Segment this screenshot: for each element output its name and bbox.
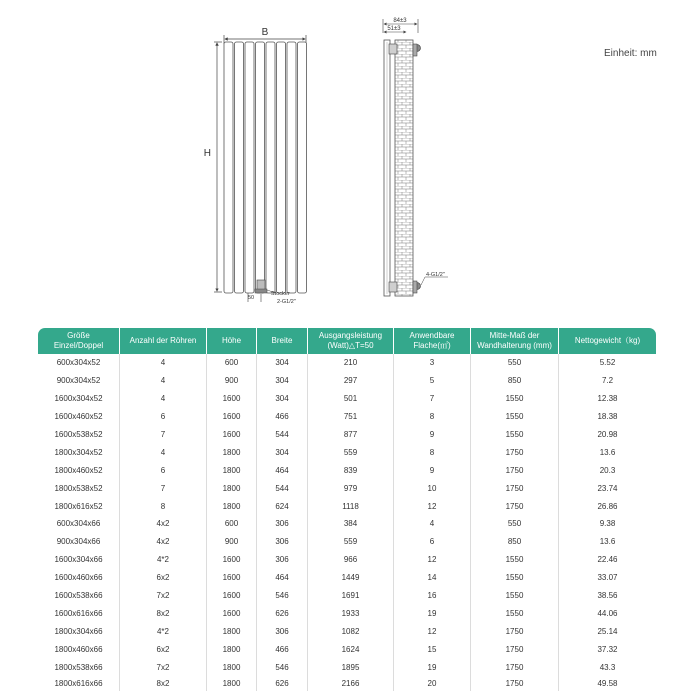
table-cell: 1800x538x66 <box>38 658 120 676</box>
radiator-tube <box>224 42 233 293</box>
table-cell: 1550 <box>471 569 559 587</box>
table-cell: 600 <box>207 515 257 533</box>
table-cell: 19 <box>394 658 471 676</box>
table-cell: 1800x460x52 <box>38 461 120 479</box>
table-cell: 839 <box>308 461 394 479</box>
table-cell: 1624 <box>308 640 394 658</box>
table-cell: 1118 <box>308 497 394 515</box>
valve-label: Stocker <box>271 291 290 297</box>
table-cell: 1800x538x52 <box>38 479 120 497</box>
table-row <box>38 551 656 569</box>
technical-drawing <box>0 0 696 330</box>
table-cell: 1800 <box>207 497 257 515</box>
column-header-line: Ausgangsleistung <box>318 331 383 340</box>
table-row <box>38 443 656 461</box>
table-cell: 4*2 <box>120 551 207 569</box>
table-cell: 979 <box>308 479 394 497</box>
table-row <box>38 622 656 640</box>
table-cell: 751 <box>308 408 394 426</box>
column-header-line: Nettogewicht（kg) <box>574 336 641 345</box>
table-row <box>38 676 656 691</box>
column-header-line: Flache(㎡) <box>413 341 451 350</box>
table-row <box>38 372 656 390</box>
table-cell: 7 <box>394 390 471 408</box>
column-header-line: Breite <box>271 336 293 345</box>
table-cell: 9 <box>394 426 471 444</box>
table-cell: 6 <box>120 408 207 426</box>
table-header-row <box>38 328 656 354</box>
depth-label-top: 84±3 <box>393 18 407 24</box>
column-header <box>394 328 471 354</box>
table-cell: 1600 <box>207 569 257 587</box>
table-cell: 306 <box>257 622 308 640</box>
table-cell: 4x2 <box>120 533 207 551</box>
table-row <box>38 461 656 479</box>
table-cell: 1600 <box>207 408 257 426</box>
table-row <box>38 408 656 426</box>
table-cell: 4 <box>120 443 207 461</box>
table-row <box>38 426 656 444</box>
table-row <box>38 390 656 408</box>
table-cell: 20.3 <box>599 465 616 475</box>
table-cell: 1550 <box>471 426 559 444</box>
table-cell: 6x2 <box>120 640 207 658</box>
thread-label-side: 4-G1/2" <box>426 272 445 278</box>
table-cell: 8x2 <box>120 676 207 691</box>
table-cell: 8x2 <box>120 604 207 622</box>
radiator-tube <box>287 42 296 293</box>
depth-label-inner: 51±3 <box>387 26 401 32</box>
table-cell: 1750 <box>471 443 559 461</box>
table-cell: 1600 <box>207 604 257 622</box>
table-cell: 306 <box>257 515 308 533</box>
column-header <box>38 328 120 354</box>
radiator-tube <box>235 42 244 293</box>
table-cell: 15 <box>394 640 471 658</box>
table-cell: 900 <box>207 533 257 551</box>
table-cell: 1449 <box>308 569 394 587</box>
table-body <box>38 354 656 691</box>
table-cell: 4 <box>120 372 207 390</box>
table-cell: 1800 <box>207 658 257 676</box>
table-cell: 850 <box>471 533 559 551</box>
table-cell: 464 <box>257 461 308 479</box>
table-cell: 877 <box>308 426 394 444</box>
table-cell: 9.38 <box>599 519 616 529</box>
table-cell: 1750 <box>471 461 559 479</box>
table-cell: 6 <box>394 533 471 551</box>
table-cell: 297 <box>308 372 394 390</box>
table-cell: 559 <box>308 533 394 551</box>
height-label: H <box>203 148 211 159</box>
table-cell: 44.06 <box>597 608 618 618</box>
table-cell: 1750 <box>471 497 559 515</box>
front-view <box>204 27 307 305</box>
thread-label-front: 2-G1/2" <box>277 299 296 305</box>
table-cell: 1800 <box>207 461 257 479</box>
table-cell: 7.2 <box>601 376 614 386</box>
table-cell: 22.46 <box>597 555 618 565</box>
table-cell: 1800x304x52 <box>38 443 120 461</box>
table-cell: 600x304x52 <box>38 354 120 372</box>
table-cell: 1600 <box>207 390 257 408</box>
table-cell: 4x2 <box>120 515 207 533</box>
table-cell: 1750 <box>471 676 559 691</box>
table-cell: 1800x304x66 <box>38 622 120 640</box>
table-cell: 12.38 <box>597 394 618 404</box>
column-header <box>257 328 308 354</box>
radiator-tube <box>277 42 286 293</box>
table-cell: 1550 <box>471 551 559 569</box>
radiator-tube <box>298 42 307 293</box>
table-cell: 600x304x66 <box>38 515 120 533</box>
table-cell: 466 <box>257 408 308 426</box>
offset-label: 50 <box>248 295 255 301</box>
table-cell: 19 <box>394 604 471 622</box>
table-cell: 1800 <box>207 622 257 640</box>
table-cell: 1800x616x66 <box>38 676 120 691</box>
table-cell: 600 <box>207 354 257 372</box>
table-cell: 20 <box>394 676 471 691</box>
table-cell: 1550 <box>471 604 559 622</box>
table-cell: 3 <box>394 354 471 372</box>
table-row <box>38 479 656 497</box>
radiator-tubes <box>224 42 307 293</box>
table-cell: 1750 <box>471 479 559 497</box>
wall-bracket-bottom <box>389 282 397 292</box>
table-cell: 8 <box>394 443 471 461</box>
table-cell: 624 <box>257 497 308 515</box>
table-cell: 12 <box>394 497 471 515</box>
column-header <box>120 328 207 354</box>
table-cell: 1800 <box>207 443 257 461</box>
table-cell: 550 <box>471 515 559 533</box>
table-cell: 1750 <box>471 658 559 676</box>
side-view <box>383 18 448 296</box>
table-cell: 37.32 <box>597 644 618 654</box>
column-header-line: Einzel/Doppel <box>53 341 104 350</box>
table-cell: 16 <box>394 587 471 605</box>
table-cell: 1600 <box>207 587 257 605</box>
table-cell: 1600 <box>207 551 257 569</box>
table-cell: 900x304x66 <box>38 533 120 551</box>
table-cell: 304 <box>257 354 308 372</box>
column-header <box>207 328 257 354</box>
table-cell: 4 <box>120 354 207 372</box>
table-cell: 559 <box>308 443 394 461</box>
column-header <box>308 328 394 354</box>
table-cell: 1800x616x52 <box>38 497 120 515</box>
column-header-line: Größe <box>67 331 90 340</box>
table-cell: 13.6 <box>599 537 616 547</box>
table-row <box>38 354 656 372</box>
table-cell: 1082 <box>308 622 394 640</box>
table-cell: 6x2 <box>120 569 207 587</box>
connection-valve <box>257 280 265 290</box>
table-cell: 306 <box>257 551 308 569</box>
table-cell: 1800 <box>207 479 257 497</box>
table-cell: 1750 <box>471 640 559 658</box>
radiator-tube <box>245 42 254 293</box>
table-cell: 1800 <box>207 676 257 691</box>
table-cell: 1600x616x66 <box>38 604 120 622</box>
table-cell: 10 <box>394 479 471 497</box>
table-cell: 7 <box>120 426 207 444</box>
table-cell: 306 <box>257 533 308 551</box>
table-cell: 210 <box>308 354 394 372</box>
table-cell: 1800x460x66 <box>38 640 120 658</box>
table-row <box>38 658 656 676</box>
radiator-tube <box>256 42 265 293</box>
table-row <box>38 497 656 515</box>
table-cell: 501 <box>308 390 394 408</box>
table-row <box>38 640 656 658</box>
table-cell: 5 <box>394 372 471 390</box>
width-label: B <box>261 27 269 38</box>
table-cell: 900 <box>207 372 257 390</box>
table-cell: 1600x460x52 <box>38 408 120 426</box>
table-cell: 8 <box>394 408 471 426</box>
table-cell: 4 <box>394 515 471 533</box>
table-cell: 25.14 <box>597 626 618 636</box>
table-row <box>38 533 656 551</box>
table-cell: 304 <box>257 390 308 408</box>
table-cell: 38.56 <box>597 591 618 601</box>
table-cell: 966 <box>308 551 394 569</box>
column-header-line: Wandhalterung (mm) <box>477 341 552 350</box>
table-cell: 1895 <box>308 658 394 676</box>
table-cell: 8 <box>120 497 207 515</box>
table-cell: 20.98 <box>597 430 618 439</box>
table-cell: 1600 <box>207 426 257 444</box>
table-cell: 1600x538x52 <box>38 426 120 444</box>
table-cell: 12 <box>394 622 471 640</box>
table-cell: 1750 <box>471 622 559 640</box>
table-cell: 12 <box>394 551 471 569</box>
column-header-line: Höhe <box>221 336 242 345</box>
table-cell: 26.86 <box>597 501 618 511</box>
column-header <box>559 328 656 354</box>
table-cell: 43.3 <box>599 662 616 672</box>
table-row <box>38 587 656 605</box>
table-cell: 544 <box>257 426 308 444</box>
table-cell: 304 <box>257 443 308 461</box>
table-cell: 5.52 <box>599 358 616 368</box>
table-cell: 7 <box>120 479 207 497</box>
column-header-line: Mitte-Maß der <box>489 331 540 340</box>
table-cell: 464 <box>257 569 308 587</box>
table-cell: 304 <box>257 372 308 390</box>
table-cell: 1550 <box>471 390 559 408</box>
unit-label: Einheit: mm <box>604 48 657 59</box>
table-cell: 1600x538x66 <box>38 587 120 605</box>
table-cell: 626 <box>257 604 308 622</box>
table-row <box>38 604 656 622</box>
wall-bracket-top <box>389 44 397 54</box>
table-cell: 546 <box>257 587 308 605</box>
table-cell: 2166 <box>308 676 394 691</box>
table-row <box>38 515 656 533</box>
table-cell: 384 <box>308 515 394 533</box>
table-cell: 1600x460x66 <box>38 569 120 587</box>
table-cell: 23.74 <box>597 483 618 493</box>
table-cell: 850 <box>471 372 559 390</box>
column-header-line: Anzahl der Röhren <box>129 336 197 345</box>
brick-wall <box>395 40 413 296</box>
table-cell: 4*2 <box>120 622 207 640</box>
table-cell: 1691 <box>308 587 394 605</box>
table-cell: 1933 <box>308 604 394 622</box>
table-cell: 4 <box>120 390 207 408</box>
table-cell: 7x2 <box>120 587 207 605</box>
column-header-line: (Watt)△T=50 <box>327 341 374 350</box>
table-cell: 900x304x52 <box>38 372 120 390</box>
column-header <box>471 328 559 354</box>
table-cell: 626 <box>257 676 308 691</box>
radiator-tube <box>266 42 275 293</box>
table-cell: 1800 <box>207 640 257 658</box>
table-cell: 546 <box>257 658 308 676</box>
table-cell: 1550 <box>471 408 559 426</box>
table-cell: 33.07 <box>597 573 618 583</box>
column-header-line: Anwendbare <box>409 331 455 340</box>
table-cell: 466 <box>257 640 308 658</box>
table-cell: 7x2 <box>120 658 207 676</box>
table-cell: 13.6 <box>599 447 616 457</box>
specifications-table <box>38 328 656 691</box>
table-row <box>38 569 656 587</box>
table-cell: 49.58 <box>597 679 618 689</box>
table-cell: 14 <box>394 569 471 587</box>
table-cell: 1600x304x66 <box>38 551 120 569</box>
table-cell: 18.38 <box>597 412 618 422</box>
table-cell: 9 <box>394 461 471 479</box>
table-cell: 550 <box>471 354 559 372</box>
table-cell: 544 <box>257 479 308 497</box>
table-cell: 6 <box>120 461 207 479</box>
table-cell: 1600x304x52 <box>38 390 120 408</box>
table-cell: 1550 <box>471 587 559 605</box>
